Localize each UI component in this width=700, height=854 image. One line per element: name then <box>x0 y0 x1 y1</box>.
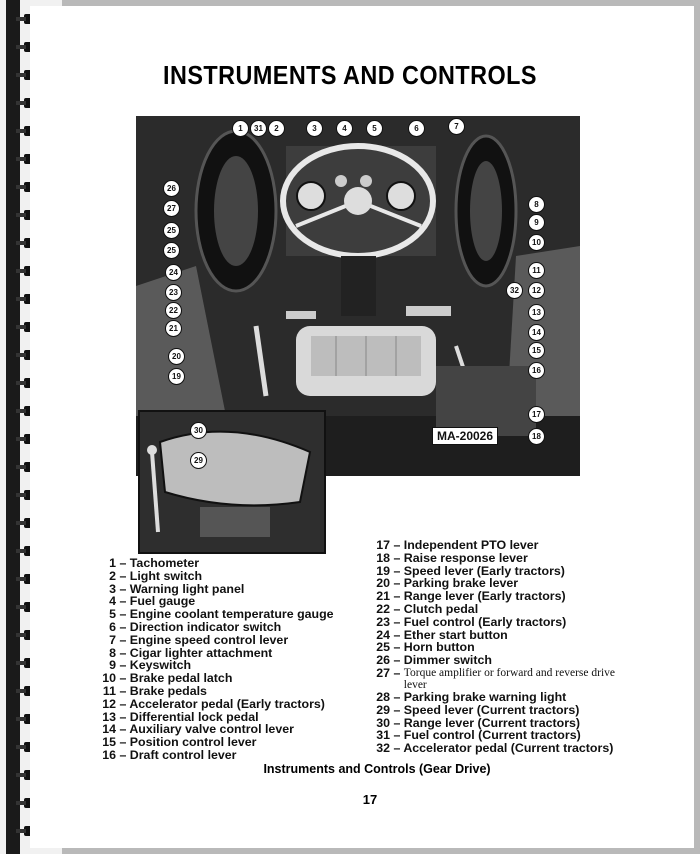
legend-left-column <box>98 557 334 762</box>
legend-item-dash: – <box>116 568 130 583</box>
legend-item <box>372 667 634 691</box>
callout-number: 14 <box>528 324 545 341</box>
legend-item-dash: – <box>390 653 404 668</box>
legend-item-dash: – <box>116 683 130 698</box>
callout-number: 32 <box>506 282 523 299</box>
callout-number: 25 <box>163 242 180 259</box>
legend-item-label: Parking brake lever <box>403 576 519 591</box>
legend-item-label: Engine coolant temperature gauge <box>129 607 334 622</box>
legend-item-dash: – <box>390 715 404 730</box>
legend-item-number: 17 <box>376 538 390 552</box>
callout-number: 15 <box>528 342 545 359</box>
legend-item <box>98 749 334 762</box>
callout-number: 11 <box>528 262 545 279</box>
legend-item-dash: – <box>390 640 404 655</box>
callout-number: 22 <box>165 302 182 319</box>
callout-number: 29 <box>190 452 207 469</box>
legend-item-number: 7 <box>109 632 116 647</box>
legend-item-label: Tachometer <box>129 556 200 570</box>
callout-number: 9 <box>528 214 545 231</box>
legend-item-number: 4 <box>109 594 116 609</box>
callout-number: 1 <box>232 120 249 137</box>
legend-item-dash: – <box>390 702 404 717</box>
legend-item-dash: – <box>390 627 404 642</box>
legend-item-number: 1 <box>109 556 116 570</box>
callout-number: 25 <box>163 222 180 239</box>
legend-item-label: Accelerator pedal (Early tractors) <box>129 696 325 711</box>
legend-item-label: Clutch pedal <box>403 601 479 616</box>
legend-item-dash: – <box>116 556 130 570</box>
inset-illustration <box>140 412 324 552</box>
callout-number: 26 <box>163 180 180 197</box>
legend-item-label: Auxiliary valve control lever <box>129 722 294 737</box>
legend-item-label: Fuel control (Current tractors) <box>403 728 581 743</box>
legend-item-number: 18 <box>376 550 390 565</box>
legend-item-number: 5 <box>109 607 116 622</box>
legend-item-number: 22 <box>376 601 390 616</box>
legend-item-number: 14 <box>102 722 116 737</box>
legend-item-number: 9 <box>109 658 116 673</box>
legend-item-number: 11 <box>102 683 116 698</box>
legend-item-dash: – <box>390 741 404 756</box>
legend-item-label: Position control lever <box>129 735 257 750</box>
legend-item-label: Fuel gauge <box>129 594 196 609</box>
callout-number: 17 <box>528 406 545 423</box>
callout-number: 6 <box>408 120 425 137</box>
legend-item-label: Engine speed control lever <box>129 632 289 647</box>
legend-item-number: 16 <box>102 747 116 762</box>
legend-item-dash: – <box>390 550 404 565</box>
callout-number: 4 <box>336 120 353 137</box>
legend-item-number: 13 <box>102 709 116 724</box>
legend-item-dash: – <box>116 658 130 673</box>
legend-item-number: 6 <box>109 619 116 634</box>
legend-item-label: Horn button <box>403 640 475 655</box>
legend-item-number: 10 <box>102 671 116 686</box>
callout-number: 13 <box>528 304 545 321</box>
legend-item-dash: – <box>390 665 404 680</box>
legend-item-number: 24 <box>376 627 390 642</box>
legend-item-dash: – <box>116 607 130 622</box>
legend-item-label: Draft control lever <box>129 747 237 762</box>
callout-number: 12 <box>528 282 545 299</box>
legend-item-number: 20 <box>376 576 390 591</box>
legend-item-label: Ether start button <box>403 627 508 642</box>
legend-item-label: Brake pedals <box>129 683 207 698</box>
legend-item-label: Warning light panel <box>129 581 245 596</box>
callout-number: 2 <box>268 120 285 137</box>
legend-item-dash: – <box>390 576 404 591</box>
legend-item-dash: – <box>116 581 130 596</box>
legend-item-number: 8 <box>109 645 116 660</box>
legend-item-label: Brake pedal latch <box>129 671 233 686</box>
legend-item-number: 31 <box>376 728 390 743</box>
callout-number: 7 <box>448 118 465 135</box>
legend-item-dash: – <box>116 671 130 686</box>
legend-item-number: 25 <box>376 640 390 655</box>
legend-item-label: Range lever (Current tractors) <box>403 715 581 730</box>
callout-number: 20 <box>168 348 185 365</box>
callout-number: 10 <box>528 234 545 251</box>
legend-right-column <box>372 539 634 755</box>
callout-number: 18 <box>528 428 545 445</box>
legend-item-dash: – <box>116 594 130 609</box>
callout-number: 5 <box>366 120 383 137</box>
callout-number: 3 <box>306 120 323 137</box>
callout-number: 24 <box>165 264 182 281</box>
callout-number: 21 <box>165 320 182 337</box>
legend-item-number: 30 <box>376 715 390 730</box>
legend-item-label: Accelerator pedal (Current tractors) <box>403 741 614 756</box>
legend-item-dash: – <box>116 709 130 724</box>
page-number: 17 <box>362 792 378 807</box>
legend-item-dash: – <box>116 696 130 711</box>
legend-item-dash: – <box>390 689 404 704</box>
legend-item-dash: – <box>116 735 130 750</box>
legend-item-dash: – <box>116 632 130 647</box>
legend-item-number: 27 <box>376 665 390 680</box>
legend-item-dash: – <box>116 619 130 634</box>
legend-item-number: 26 <box>376 653 390 668</box>
callout-number: 8 <box>528 196 545 213</box>
legend-item-label: Cigar lighter attachment <box>129 645 273 660</box>
callout-number: 30 <box>190 422 207 439</box>
legend-item <box>372 742 634 755</box>
callout-number: 31 <box>250 120 267 137</box>
legend-item-number: 3 <box>109 581 116 596</box>
legend-item-number: 21 <box>376 589 390 604</box>
legend-item-number: 19 <box>376 563 390 578</box>
legend-item-dash: – <box>116 747 130 762</box>
legend-item-dash: – <box>116 645 130 660</box>
callout-number: 19 <box>168 368 185 385</box>
legend-item-dash: – <box>390 589 404 604</box>
callout-number: 16 <box>528 362 545 379</box>
legend-item-label: Keyswitch <box>129 658 192 673</box>
legend-item <box>372 654 634 667</box>
legend-item-label: Fuel control (Early tractors) <box>403 614 567 629</box>
legend-item-dash: – <box>390 563 404 578</box>
legend-item-dash: – <box>116 722 130 737</box>
legend-item-number: 28 <box>376 689 390 704</box>
legend-item-dash: – <box>390 601 404 616</box>
legend-item-number: 2 <box>109 568 116 583</box>
legend-item-label: Torque amplifier or forward and reverse drive lever <box>403 666 615 691</box>
callout-number: 23 <box>165 284 182 301</box>
legend-item-label: Speed lever (Current tractors) <box>403 702 580 717</box>
callout-number: 27 <box>163 200 180 217</box>
legend-item-number: 12 <box>102 696 116 711</box>
legend-item-label: Range lever (Early tractors) <box>403 589 566 604</box>
legend-item-label: Direction indicator switch <box>129 619 282 634</box>
legend-item-label: Parking brake warning light <box>403 689 567 704</box>
figure-caption: Instruments and Controls (Gear Drive) <box>263 762 491 776</box>
legend-item-number: 29 <box>376 702 390 717</box>
legend-item-dash: – <box>390 538 404 552</box>
page-title: INSTRUMENTS AND CONTROLS <box>163 60 537 90</box>
legend-item-label: Independent PTO lever <box>403 538 539 552</box>
legend-item-label: Light switch <box>129 568 203 583</box>
legend-item-label: Raise response lever <box>403 550 528 565</box>
photo-reference-label: MA-20026 <box>432 427 498 445</box>
legend-item-label: Speed lever (Early tractors) <box>403 563 565 578</box>
current-tractor-inset-photo <box>138 410 326 554</box>
legend-item-dash: – <box>390 614 404 629</box>
legend-item-number: 32 <box>376 741 390 756</box>
legend-item-number: 15 <box>102 735 116 750</box>
legend-item-label: Dimmer switch <box>403 653 492 668</box>
legend-item-dash: – <box>390 728 404 743</box>
legend-item-number: 23 <box>376 614 390 629</box>
legend-item-label: Differential lock pedal <box>129 709 259 724</box>
